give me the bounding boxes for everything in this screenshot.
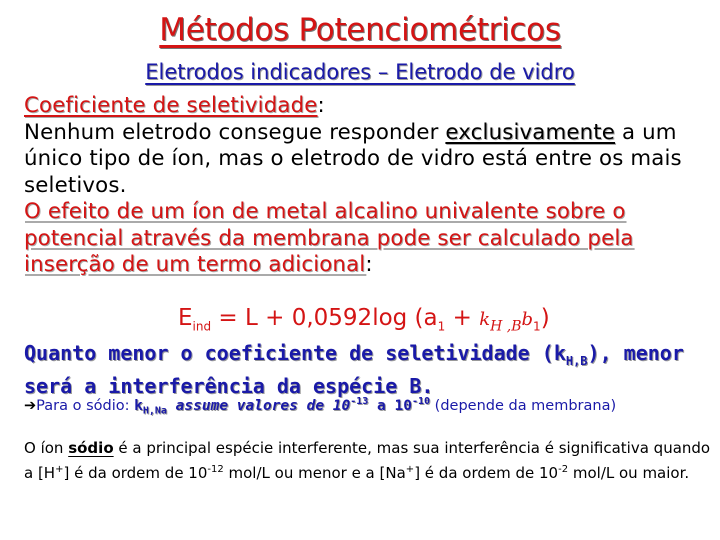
ion-a: O íon [24,439,69,457]
quanto-b: ), menor será a interferência da espécie B. [24,341,684,398]
quanto-a: Quanto menor o coeficiente de seletividade ( [24,341,554,365]
ion-sup1: + [55,464,64,475]
ion-paragraph [24,437,714,484]
line1-emphasis: exclusivamente [445,119,616,145]
quanto-k-sub: H,B [565,354,588,368]
line1-start: Nenhum eletrodo consegue responder [24,119,446,145]
eq-mid: = L + 0,0592log (a [211,305,438,331]
eq-k: k [479,309,491,330]
eq-lhs: E [178,305,193,331]
sodio-lead: Para o sódio: [36,397,135,414]
ion-b: é a principal espécie interferente, mas sua interferência é significativa quando a [H [24,439,711,482]
sodio-exp2: -10 [411,396,431,407]
sodio-line [24,396,714,417]
eq-b-sub: 1 [533,319,541,334]
sodio-k: k [134,397,143,414]
sodio-assume: assume valores de 10 [166,397,351,414]
eq-b: b [521,309,534,330]
slide-title: Métodos Potenciométricos [159,12,561,48]
ion-c: ] é da ordem de 10 [63,464,208,482]
coef-colon: : [317,93,325,118]
efeito-colon: : [365,252,373,277]
quanto-statement [24,341,714,399]
efeito-text: O efeito de um íon de metal alcalino univalente sobre o potencial através da membrana pode ser calculado pela inserção de um termo adicional [24,199,634,277]
sodio-tail: (depende da membrana) [430,397,617,414]
ion-f: mol/L ou maior. [568,464,690,482]
ion-e: ] é da ordem de 10 [414,464,559,482]
eq-close: ) [540,305,550,331]
eq-lhs-sub: ind [192,319,212,334]
coef-label: Coeficiente de seletividade [24,93,318,118]
selectivity-equation [178,305,550,339]
quanto-k: k [553,341,566,365]
ion-sup3: + [405,464,415,475]
line1-end: a um único tipo de íon, mas o eletrodo de vidro está entre os mais seletivos. [24,119,682,198]
ion-d: mol/L ou menor e a [Na [223,464,406,482]
sodio-k-sub: H,Na [142,405,167,417]
slide-subtitle: Eletrodos indicadores – Eletrodo de vidro [145,60,575,84]
sodio-exp1: -13 [350,396,369,407]
eq-plus: + [445,305,480,331]
ion-sup2: -12 [207,464,224,475]
ion-sup4: -2 [558,464,569,475]
ion-sodio: sódio [68,439,114,457]
body-text [24,93,714,279]
eq-a-sub: 1 [437,319,446,334]
sodio-a: a 10 [368,397,412,414]
eq-k-sub: H ,B [490,318,522,335]
arrow-icon: ➔ [24,397,37,414]
